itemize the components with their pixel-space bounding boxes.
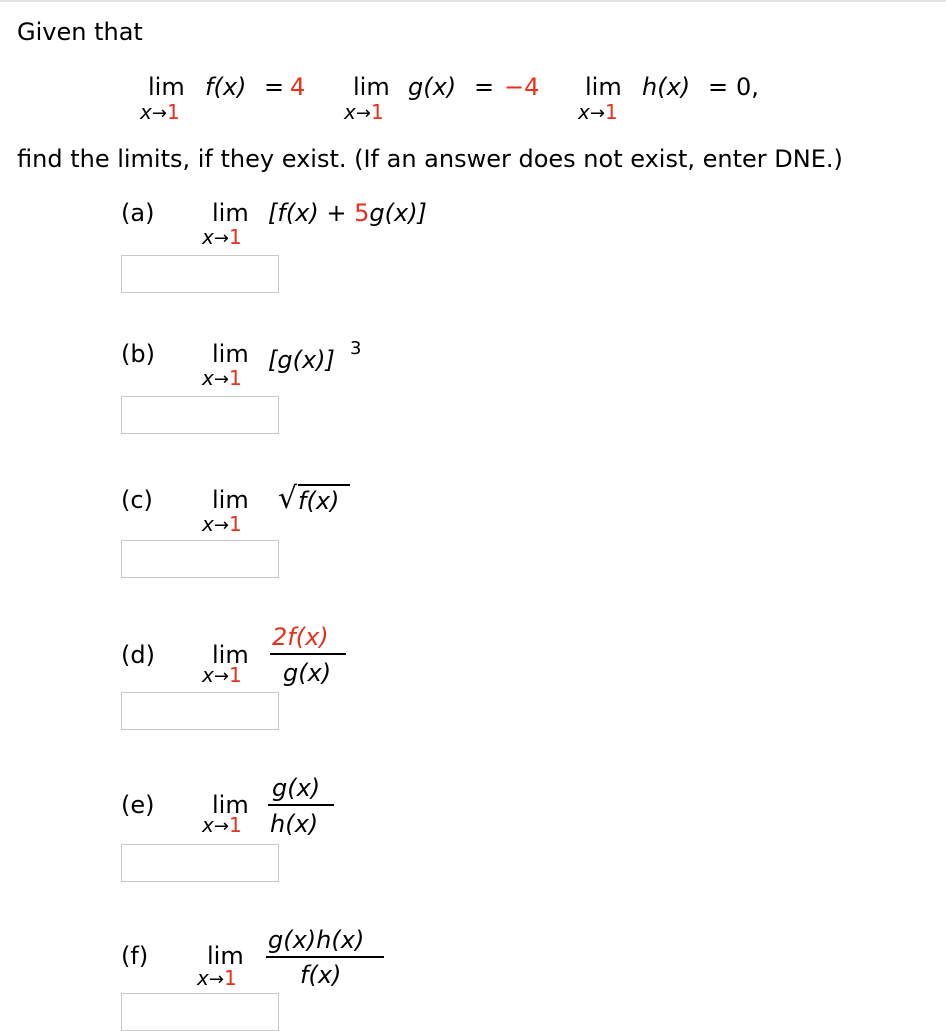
function-g: g(x) xyxy=(408,73,457,101)
equals-sign: = xyxy=(474,73,495,101)
limit-value-h: 0, xyxy=(736,73,759,101)
denominator: g(x) xyxy=(283,659,332,687)
limit-subscript: x→1 xyxy=(202,813,242,837)
lim-operator: lim xyxy=(212,791,249,819)
answer-input-b[interactable] xyxy=(121,396,279,434)
radicand: f(x) xyxy=(298,487,340,515)
lim-operator: lim xyxy=(353,73,390,101)
numerator: 2f(x) xyxy=(272,623,329,651)
top-divider xyxy=(0,0,946,2)
part-label: (c) xyxy=(121,486,153,514)
fraction-bar xyxy=(270,653,346,655)
radical-vinculum xyxy=(298,484,350,486)
answer-input-a[interactable] xyxy=(121,255,279,293)
lim-operator: lim xyxy=(212,641,249,669)
answer-input-c[interactable] xyxy=(121,540,279,578)
numerator: g(x)h(x) xyxy=(268,926,365,954)
lim-operator: lim xyxy=(148,73,185,101)
answer-input-f[interactable] xyxy=(121,993,279,1031)
limit-subscript: x→1 xyxy=(202,512,242,536)
intro-text: Given that xyxy=(17,18,143,46)
answer-input-e[interactable] xyxy=(121,844,279,882)
instruction-text: find the limits, if they exist. (If an answer does not exist, enter DNE.) xyxy=(17,145,843,173)
limit-value-g: −4 xyxy=(504,73,540,101)
lim-operator: lim xyxy=(212,199,249,227)
fraction-bar xyxy=(268,804,334,806)
limit-subscript: x→1 xyxy=(140,100,180,124)
limit-subscript: x→1 xyxy=(202,366,242,390)
part-label: (a) xyxy=(121,199,155,227)
numerator: g(x) xyxy=(272,774,321,802)
limit-subscript: x→1 xyxy=(197,966,237,990)
limit-value-f: 4 xyxy=(290,73,306,101)
limit-subscript: x→1 xyxy=(202,225,242,249)
exponent: 3 xyxy=(350,338,362,359)
answer-input-d[interactable] xyxy=(121,692,279,730)
limit-subscript: x→1 xyxy=(202,663,242,687)
equals-sign: = xyxy=(264,73,285,101)
lim-operator: lim xyxy=(585,73,622,101)
equals-sign: = xyxy=(708,73,729,101)
fraction-bar xyxy=(266,956,384,958)
denominator: h(x) xyxy=(270,810,319,838)
limit-subscript: x→1 xyxy=(344,100,384,124)
denominator: f(x) xyxy=(300,961,342,989)
square-root-sign: √ xyxy=(278,481,298,516)
lim-operator: lim xyxy=(212,486,249,514)
part-label: (d) xyxy=(121,641,155,669)
part-label: (b) xyxy=(121,340,155,368)
lim-operator: lim xyxy=(212,340,249,368)
coefficient: 5 xyxy=(354,199,370,227)
lim-operator: lim xyxy=(207,942,244,970)
function-f: f(x) xyxy=(205,73,247,101)
expression: [g(x)] xyxy=(268,346,335,374)
limit-subscript: x→1 xyxy=(578,100,618,124)
part-label: (f) xyxy=(121,942,149,970)
expression: [f(x) + 5g(x)] xyxy=(268,199,427,227)
part-label: (e) xyxy=(121,791,155,819)
function-h: h(x) xyxy=(642,73,691,101)
